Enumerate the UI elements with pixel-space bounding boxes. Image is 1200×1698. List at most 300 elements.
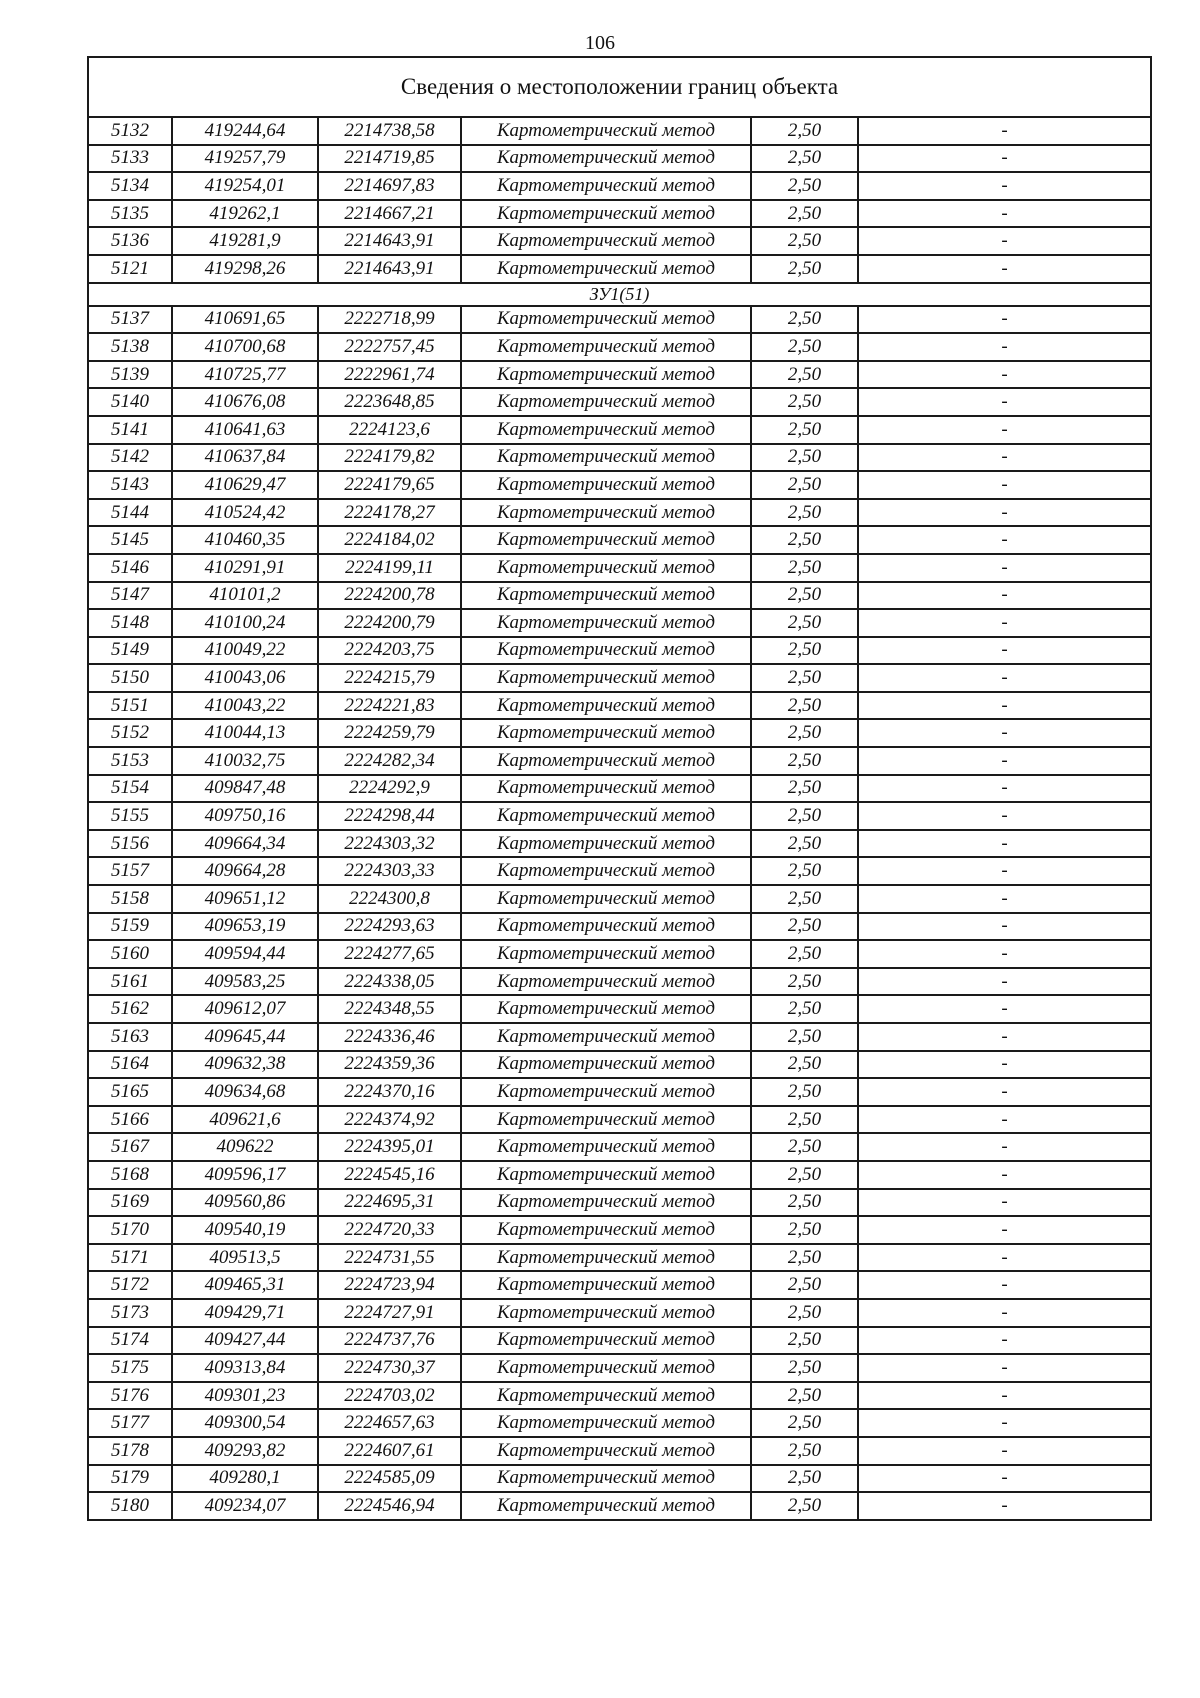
point-number-cell: 5162 [88, 995, 172, 1023]
method-cell: Картометрический метод [461, 444, 751, 472]
table-row [88, 172, 1151, 200]
method-cell: Картометрический метод [461, 1216, 751, 1244]
method-cell: Картометрический метод [461, 471, 751, 499]
x-coordinate-cell: 409750,16 [172, 802, 318, 830]
x-coordinate-cell: 410049,22 [172, 637, 318, 665]
table-row [88, 1244, 1151, 1272]
table-row [88, 333, 1151, 361]
table-row [88, 1382, 1151, 1410]
accuracy-cell: 2,50 [751, 227, 858, 255]
point-number-cell: 5153 [88, 747, 172, 775]
accuracy-cell: 2,50 [751, 416, 858, 444]
table-row [88, 416, 1151, 444]
x-coordinate-cell: 410676,08 [172, 388, 318, 416]
method-cell: Картометрический метод [461, 1492, 751, 1520]
table-row [88, 1271, 1151, 1299]
table-row [88, 200, 1151, 228]
y-coordinate-cell: 2224184,02 [318, 526, 461, 554]
y-coordinate-cell: 2224703,02 [318, 1382, 461, 1410]
x-coordinate-cell: 419281,9 [172, 227, 318, 255]
method-cell: Картометрический метод [461, 857, 751, 885]
description-cell: - [858, 526, 1151, 554]
table-row [88, 227, 1151, 255]
table-row [88, 1106, 1151, 1134]
y-coordinate-cell: 2224720,33 [318, 1216, 461, 1244]
y-coordinate-cell: 2224730,37 [318, 1354, 461, 1382]
method-cell: Картометрический метод [461, 582, 751, 610]
method-cell: Картометрический метод [461, 255, 751, 283]
x-coordinate-cell: 410043,22 [172, 692, 318, 720]
x-coordinate-cell: 409664,34 [172, 830, 318, 858]
description-cell: - [858, 117, 1151, 145]
x-coordinate-cell: 410460,35 [172, 526, 318, 554]
table-title: Сведения о местоположении границ объекта [88, 57, 1151, 117]
point-number-cell: 5150 [88, 664, 172, 692]
x-coordinate-cell: 409653,19 [172, 913, 318, 941]
accuracy-cell: 2,50 [751, 172, 858, 200]
method-cell: Картометрический метод [461, 1189, 751, 1217]
description-cell: - [858, 719, 1151, 747]
table-title-row [88, 57, 1151, 117]
x-coordinate-cell: 410641,63 [172, 416, 318, 444]
method-cell: Картометрический метод [461, 885, 751, 913]
x-coordinate-cell: 419254,01 [172, 172, 318, 200]
method-cell: Картометрический метод [461, 719, 751, 747]
table-row [88, 1189, 1151, 1217]
method-cell: Картометрический метод [461, 1465, 751, 1493]
point-number-cell: 5140 [88, 388, 172, 416]
method-cell: Картометрический метод [461, 913, 751, 941]
point-number-cell: 5141 [88, 416, 172, 444]
description-cell: - [858, 940, 1151, 968]
point-number-cell: 5137 [88, 306, 172, 334]
method-cell: Картометрический метод [461, 1161, 751, 1189]
y-coordinate-cell: 2224731,55 [318, 1244, 461, 1272]
accuracy-cell: 2,50 [751, 255, 858, 283]
y-coordinate-cell: 2224737,76 [318, 1327, 461, 1355]
table-row [88, 775, 1151, 803]
table-row [88, 885, 1151, 913]
method-cell: Картометрический метод [461, 526, 751, 554]
table-row [88, 554, 1151, 582]
point-number-cell: 5171 [88, 1244, 172, 1272]
x-coordinate-cell: 409301,23 [172, 1382, 318, 1410]
table-row [88, 1023, 1151, 1051]
y-coordinate-cell: 2224370,16 [318, 1078, 461, 1106]
y-coordinate-cell: 2224221,83 [318, 692, 461, 720]
method-cell: Картометрический метод [461, 995, 751, 1023]
x-coordinate-cell: 409622 [172, 1133, 318, 1161]
method-cell: Картометрический метод [461, 637, 751, 665]
accuracy-cell: 2,50 [751, 1216, 858, 1244]
description-cell: - [858, 802, 1151, 830]
description-cell: - [858, 609, 1151, 637]
table-body [88, 57, 1151, 1520]
y-coordinate-cell: 2224259,79 [318, 719, 461, 747]
accuracy-cell: 2,50 [751, 1299, 858, 1327]
y-coordinate-cell: 2224178,27 [318, 499, 461, 527]
table-row [88, 857, 1151, 885]
y-coordinate-cell: 2224203,75 [318, 637, 461, 665]
description-cell: - [858, 692, 1151, 720]
accuracy-cell: 2,50 [751, 1465, 858, 1493]
accuracy-cell: 2,50 [751, 526, 858, 554]
description-cell: - [858, 471, 1151, 499]
description-cell: - [858, 885, 1151, 913]
point-number-cell: 5148 [88, 609, 172, 637]
accuracy-cell: 2,50 [751, 1161, 858, 1189]
description-cell: - [858, 857, 1151, 885]
description-cell: - [858, 306, 1151, 334]
point-number-cell: 5132 [88, 117, 172, 145]
method-cell: Картометрический метод [461, 1409, 751, 1437]
x-coordinate-cell: 409664,28 [172, 857, 318, 885]
description-cell: - [858, 1023, 1151, 1051]
table-row [88, 1299, 1151, 1327]
x-coordinate-cell: 409583,25 [172, 968, 318, 996]
y-coordinate-cell: 2224336,46 [318, 1023, 461, 1051]
y-coordinate-cell: 2224303,33 [318, 857, 461, 885]
accuracy-cell: 2,50 [751, 609, 858, 637]
accuracy-cell: 2,50 [751, 200, 858, 228]
method-cell: Картометрический метод [461, 499, 751, 527]
point-number-cell: 5142 [88, 444, 172, 472]
point-number-cell: 5134 [88, 172, 172, 200]
point-number-cell: 5167 [88, 1133, 172, 1161]
table-row [88, 1133, 1151, 1161]
method-cell: Картометрический метод [461, 172, 751, 200]
y-coordinate-cell: 2224585,09 [318, 1465, 461, 1493]
x-coordinate-cell: 410043,06 [172, 664, 318, 692]
table-row [88, 471, 1151, 499]
accuracy-cell: 2,50 [751, 582, 858, 610]
y-coordinate-cell: 2224293,63 [318, 913, 461, 941]
x-coordinate-cell: 409634,68 [172, 1078, 318, 1106]
method-cell: Картометрический метод [461, 333, 751, 361]
table-row [88, 995, 1151, 1023]
method-cell: Картометрический метод [461, 1078, 751, 1106]
x-coordinate-cell: 419262,1 [172, 200, 318, 228]
table-row [88, 499, 1151, 527]
x-coordinate-cell: 409513,5 [172, 1244, 318, 1272]
x-coordinate-cell: 410100,24 [172, 609, 318, 637]
accuracy-cell: 2,50 [751, 692, 858, 720]
method-cell: Картометрический метод [461, 1133, 751, 1161]
accuracy-cell: 2,50 [751, 830, 858, 858]
table-row [88, 747, 1151, 775]
accuracy-cell: 2,50 [751, 1078, 858, 1106]
point-number-cell: 5177 [88, 1409, 172, 1437]
point-number-cell: 5146 [88, 554, 172, 582]
point-number-cell: 5135 [88, 200, 172, 228]
x-coordinate-cell: 419298,26 [172, 255, 318, 283]
description-cell: - [858, 1327, 1151, 1355]
point-number-cell: 5133 [88, 145, 172, 173]
point-number-cell: 5149 [88, 637, 172, 665]
accuracy-cell: 2,50 [751, 554, 858, 582]
point-number-cell: 5144 [88, 499, 172, 527]
method-cell: Картометрический метод [461, 117, 751, 145]
table-row [88, 306, 1151, 334]
description-cell: - [858, 1492, 1151, 1520]
x-coordinate-cell: 410629,47 [172, 471, 318, 499]
method-cell: Картометрический метод [461, 1271, 751, 1299]
y-coordinate-cell: 2224727,91 [318, 1299, 461, 1327]
description-cell: - [858, 1382, 1151, 1410]
method-cell: Картометрический метод [461, 968, 751, 996]
accuracy-cell: 2,50 [751, 1051, 858, 1079]
method-cell: Картометрический метод [461, 1106, 751, 1134]
y-coordinate-cell: 2224657,63 [318, 1409, 461, 1437]
method-cell: Картометрический метод [461, 416, 751, 444]
accuracy-cell: 2,50 [751, 444, 858, 472]
description-cell: - [858, 995, 1151, 1023]
description-cell: - [858, 830, 1151, 858]
table-row [88, 117, 1151, 145]
point-number-cell: 5161 [88, 968, 172, 996]
table-row [88, 1437, 1151, 1465]
accuracy-cell: 2,50 [751, 637, 858, 665]
table-row [88, 1409, 1151, 1437]
table-row [88, 145, 1151, 173]
table-row [88, 968, 1151, 996]
point-number-cell: 5169 [88, 1189, 172, 1217]
x-coordinate-cell: 409621,6 [172, 1106, 318, 1134]
description-cell: - [858, 388, 1151, 416]
description-cell: - [858, 1133, 1151, 1161]
table-row [88, 609, 1151, 637]
method-cell: Картометрический метод [461, 775, 751, 803]
method-cell: Картометрический метод [461, 609, 751, 637]
accuracy-cell: 2,50 [751, 1106, 858, 1134]
method-cell: Картометрический метод [461, 388, 751, 416]
description-cell: - [858, 416, 1151, 444]
point-number-cell: 5164 [88, 1051, 172, 1079]
table-row [88, 719, 1151, 747]
description-cell: - [858, 1216, 1151, 1244]
y-coordinate-cell: 2224123,6 [318, 416, 461, 444]
accuracy-cell: 2,50 [751, 1133, 858, 1161]
accuracy-cell: 2,50 [751, 1492, 858, 1520]
description-cell: - [858, 747, 1151, 775]
x-coordinate-cell: 409465,31 [172, 1271, 318, 1299]
point-number-cell: 5173 [88, 1299, 172, 1327]
x-coordinate-cell: 409300,54 [172, 1409, 318, 1437]
description-cell: - [858, 637, 1151, 665]
table-row [88, 1327, 1151, 1355]
description-cell: - [858, 775, 1151, 803]
table-row [88, 255, 1151, 283]
method-cell: Картометрический метод [461, 802, 751, 830]
page-number: 106 [585, 32, 615, 54]
description-cell: - [858, 968, 1151, 996]
x-coordinate-cell: 419257,79 [172, 145, 318, 173]
method-cell: Картометрический метод [461, 940, 751, 968]
description-cell: - [858, 499, 1151, 527]
accuracy-cell: 2,50 [751, 388, 858, 416]
x-coordinate-cell: 410032,75 [172, 747, 318, 775]
x-coordinate-cell: 409429,71 [172, 1299, 318, 1327]
y-coordinate-cell: 2224282,34 [318, 747, 461, 775]
method-cell: Картометрический метод [461, 1437, 751, 1465]
y-coordinate-cell: 2224179,65 [318, 471, 461, 499]
y-coordinate-cell: 2222961,74 [318, 361, 461, 389]
y-coordinate-cell: 2223648,85 [318, 388, 461, 416]
x-coordinate-cell: 409540,19 [172, 1216, 318, 1244]
description-cell: - [858, 1299, 1151, 1327]
accuracy-cell: 2,50 [751, 1244, 858, 1272]
description-cell: - [858, 554, 1151, 582]
y-coordinate-cell: 2224303,32 [318, 830, 461, 858]
y-coordinate-cell: 2224292,9 [318, 775, 461, 803]
point-number-cell: 5178 [88, 1437, 172, 1465]
x-coordinate-cell: 410101,2 [172, 582, 318, 610]
accuracy-cell: 2,50 [751, 361, 858, 389]
table-row [88, 444, 1151, 472]
x-coordinate-cell: 409612,07 [172, 995, 318, 1023]
description-cell: - [858, 1409, 1151, 1437]
point-number-cell: 5179 [88, 1465, 172, 1493]
accuracy-cell: 2,50 [751, 664, 858, 692]
accuracy-cell: 2,50 [751, 802, 858, 830]
table-row [88, 1216, 1151, 1244]
table-row [88, 1492, 1151, 1520]
method-cell: Картометрический метод [461, 1354, 751, 1382]
description-cell: - [858, 1189, 1151, 1217]
method-cell: Картометрический метод [461, 1299, 751, 1327]
accuracy-cell: 2,50 [751, 1023, 858, 1051]
x-coordinate-cell: 410524,42 [172, 499, 318, 527]
x-coordinate-cell: 409560,86 [172, 1189, 318, 1217]
boundary-table-container [87, 56, 1150, 1521]
x-coordinate-cell: 410637,84 [172, 444, 318, 472]
section-header-row [88, 283, 1151, 306]
method-cell: Картометрический метод [461, 1244, 751, 1272]
description-cell: - [858, 200, 1151, 228]
method-cell: Картометрический метод [461, 554, 751, 582]
point-number-cell: 5172 [88, 1271, 172, 1299]
y-coordinate-cell: 2214667,21 [318, 200, 461, 228]
table-row [88, 802, 1151, 830]
x-coordinate-cell: 410691,65 [172, 306, 318, 334]
description-cell: - [858, 333, 1151, 361]
point-number-cell: 5151 [88, 692, 172, 720]
x-coordinate-cell: 409632,38 [172, 1051, 318, 1079]
description-cell: - [858, 1051, 1151, 1079]
table-row [88, 1354, 1151, 1382]
table-row [88, 830, 1151, 858]
y-coordinate-cell: 2214643,91 [318, 227, 461, 255]
description-cell: - [858, 664, 1151, 692]
y-coordinate-cell: 2224546,94 [318, 1492, 461, 1520]
point-number-cell: 5155 [88, 802, 172, 830]
x-coordinate-cell: 409313,84 [172, 1354, 318, 1382]
description-cell: - [858, 1161, 1151, 1189]
description-cell: - [858, 913, 1151, 941]
accuracy-cell: 2,50 [751, 857, 858, 885]
y-coordinate-cell: 2224395,01 [318, 1133, 461, 1161]
point-number-cell: 5168 [88, 1161, 172, 1189]
y-coordinate-cell: 2224179,82 [318, 444, 461, 472]
description-cell: - [858, 172, 1151, 200]
y-coordinate-cell: 2214719,85 [318, 145, 461, 173]
x-coordinate-cell: 410725,77 [172, 361, 318, 389]
description-cell: - [858, 1465, 1151, 1493]
method-cell: Картометрический метод [461, 692, 751, 720]
y-coordinate-cell: 2222757,45 [318, 333, 461, 361]
description-cell: - [858, 582, 1151, 610]
accuracy-cell: 2,50 [751, 117, 858, 145]
description-cell: - [858, 1244, 1151, 1272]
accuracy-cell: 2,50 [751, 995, 858, 1023]
y-coordinate-cell: 2224199,11 [318, 554, 461, 582]
point-number-cell: 5136 [88, 227, 172, 255]
point-number-cell: 5156 [88, 830, 172, 858]
y-coordinate-cell: 2224545,16 [318, 1161, 461, 1189]
y-coordinate-cell: 2224200,79 [318, 609, 461, 637]
accuracy-cell: 2,50 [751, 1327, 858, 1355]
y-coordinate-cell: 2224359,36 [318, 1051, 461, 1079]
point-number-cell: 5163 [88, 1023, 172, 1051]
y-coordinate-cell: 2224723,94 [318, 1271, 461, 1299]
method-cell: Картометрический метод [461, 830, 751, 858]
point-number-cell: 5166 [88, 1106, 172, 1134]
method-cell: Картометрический метод [461, 306, 751, 334]
description-cell: - [858, 255, 1151, 283]
y-coordinate-cell: 2224215,79 [318, 664, 461, 692]
point-number-cell: 5157 [88, 857, 172, 885]
point-number-cell: 5139 [88, 361, 172, 389]
table-row [88, 526, 1151, 554]
point-number-cell: 5152 [88, 719, 172, 747]
accuracy-cell: 2,50 [751, 1189, 858, 1217]
accuracy-cell: 2,50 [751, 333, 858, 361]
accuracy-cell: 2,50 [751, 885, 858, 913]
y-coordinate-cell: 2224374,92 [318, 1106, 461, 1134]
x-coordinate-cell: 410291,91 [172, 554, 318, 582]
point-number-cell: 5174 [88, 1327, 172, 1355]
point-number-cell: 5176 [88, 1382, 172, 1410]
accuracy-cell: 2,50 [751, 719, 858, 747]
method-cell: Картометрический метод [461, 1382, 751, 1410]
y-coordinate-cell: 2214697,83 [318, 172, 461, 200]
method-cell: Картометрический метод [461, 227, 751, 255]
y-coordinate-cell: 2224298,44 [318, 802, 461, 830]
y-coordinate-cell: 2224200,78 [318, 582, 461, 610]
method-cell: Картометрический метод [461, 1051, 751, 1079]
point-number-cell: 5147 [88, 582, 172, 610]
y-coordinate-cell: 2224348,55 [318, 995, 461, 1023]
method-cell: Картометрический метод [461, 664, 751, 692]
accuracy-cell: 2,50 [751, 499, 858, 527]
point-number-cell: 5180 [88, 1492, 172, 1520]
accuracy-cell: 2,50 [751, 1382, 858, 1410]
x-coordinate-cell: 409645,44 [172, 1023, 318, 1051]
x-coordinate-cell: 409234,07 [172, 1492, 318, 1520]
description-cell: - [858, 1106, 1151, 1134]
y-coordinate-cell: 2224695,31 [318, 1189, 461, 1217]
x-coordinate-cell: 409596,17 [172, 1161, 318, 1189]
accuracy-cell: 2,50 [751, 306, 858, 334]
accuracy-cell: 2,50 [751, 913, 858, 941]
y-coordinate-cell: 2214643,91 [318, 255, 461, 283]
description-cell: - [858, 1437, 1151, 1465]
accuracy-cell: 2,50 [751, 145, 858, 173]
accuracy-cell: 2,50 [751, 471, 858, 499]
x-coordinate-cell: 410700,68 [172, 333, 318, 361]
point-number-cell: 5121 [88, 255, 172, 283]
method-cell: Картометрический метод [461, 747, 751, 775]
